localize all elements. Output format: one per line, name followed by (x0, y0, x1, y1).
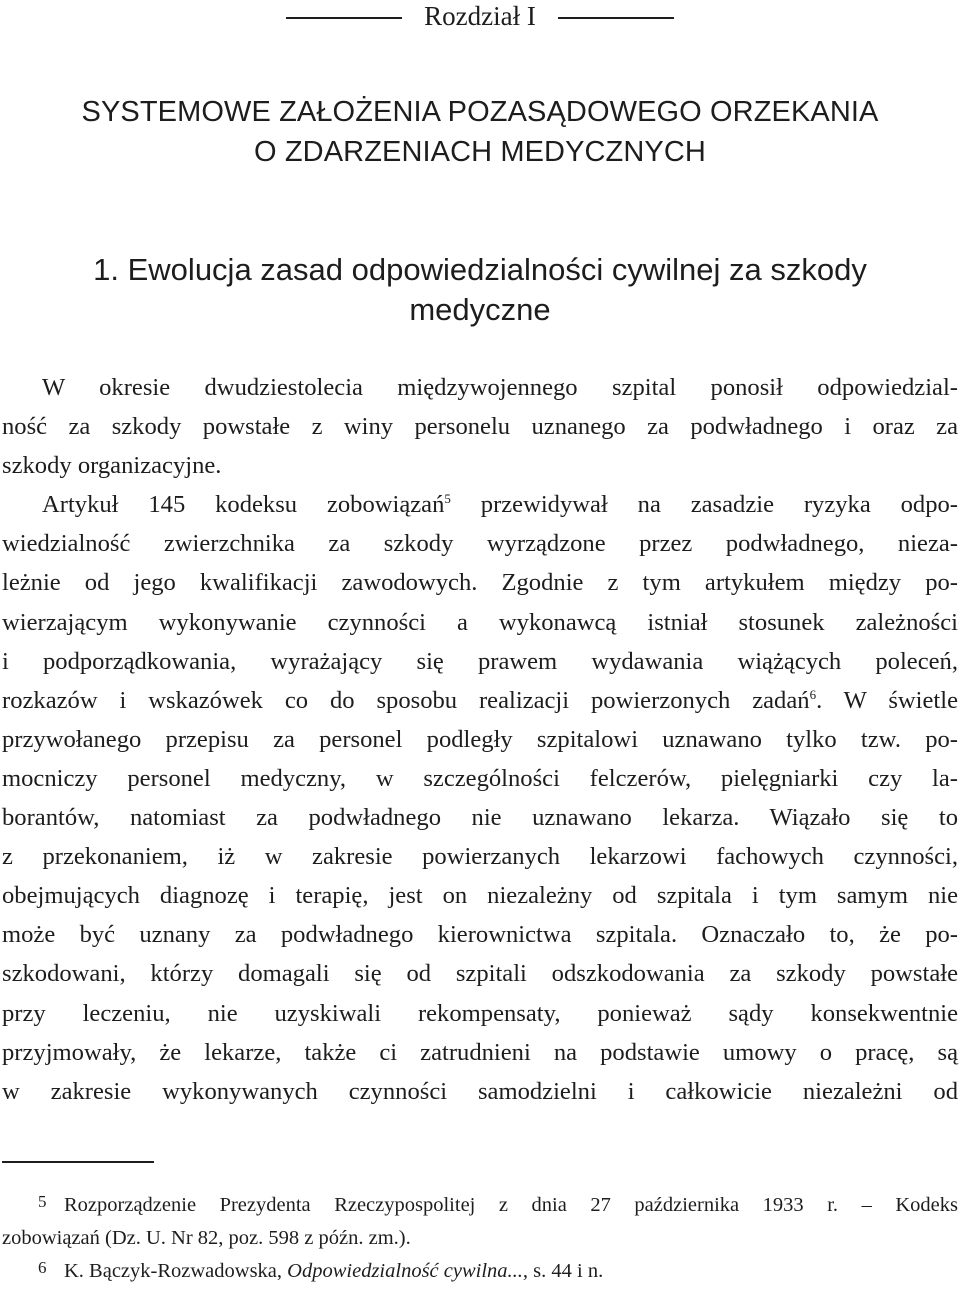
footnote-number: 6 (38, 1258, 47, 1277)
chapter-rule-right (558, 17, 674, 19)
chapter-label: Rozdział I (424, 0, 536, 31)
section-heading (0, 250, 960, 330)
paragraph-2-line (2, 485, 958, 524)
paragraph-2-line: borantów, natomiast za podwładnego nie uznawano lekarza. Wiązało się to (2, 804, 958, 832)
paragraph-2-line: obejmujących diagnozę i terapię, jest on niezależny od szpitala i tym samym nie (2, 882, 958, 910)
paragraph-2-text: przewidywał na zasadzie ryzyka odpo- (450, 491, 959, 519)
paragraph-1-line: ność za szkody powstałe z winy personelu uznanego za podwładnego i oraz za (2, 413, 958, 441)
footnote-ref-5[interactable]: 5 (444, 491, 451, 507)
footnote-text: , s. 44 i n. (522, 1260, 604, 1282)
chapter-rule-left (286, 17, 402, 19)
chapter-title (0, 92, 960, 172)
paragraph-2-line: przywołanego przepisu za personel podległy szpitalowi uznawano tylko tzw. po- (2, 725, 958, 753)
paragraph-2-line: przy leczeniu, nie uzyskiwali rekompensaty, ponieważ sądy konsekwentnie (2, 999, 958, 1027)
paragraph-2-line: leżnie od jego kwalifikacji zawodowych. Zgodnie z tym artykułem między po- (2, 569, 958, 597)
chapter-heading (0, 0, 960, 32)
paragraph-2-text: rozkazów i wskazówek co do sposobu realizacji powierzonych zadań (2, 686, 810, 714)
paragraph-2-text: Artykuł 145 kodeksu zobowiązań (42, 491, 445, 519)
footnote-text: Rozporządzenie Prezydenta Rzeczypospolitej z dnia 27 października 1933 r. – Kodeks (64, 1194, 958, 1216)
paragraph-2-line: wierzającym wykonywanie czynności a wykonawcą istniał stosunek zależności (2, 608, 958, 636)
footnote-number: 5 (38, 1192, 47, 1211)
paragraph-2-line (2, 681, 958, 720)
paragraph-1-line: W okresie dwudziestolecia międzywojennego szpital ponosił odpowiedzial- (42, 374, 958, 401)
footnote-5-continuation: zobowiązań (Dz. U. Nr 82, poz. 598 z późn. zm.). (2, 1227, 411, 1249)
chapter-title-line-1: SYSTEMOWE ZAŁOŻENIA POZASĄDOWEGO ORZEKANIA (81, 96, 879, 128)
paragraph-2-line: może być uznany za podwładnego kierownictwa szpitala. Oznaczało to, że po- (2, 921, 958, 949)
footnote-5 (2, 1189, 958, 1222)
footnote-separator (2, 1161, 154, 1163)
paragraph-2-line: i podporządkowania, wyrażający się prawem wydawania wiążących poleceń, (2, 647, 958, 675)
body-text (2, 368, 958, 1111)
paragraph-2-line: w zakresie wykonywanych czynności samodzielni i całkowicie niezależni od (2, 1077, 958, 1105)
section-heading-line-2: medyczne (409, 292, 551, 327)
paragraph-2-line: mocniczy personel medyczny, w szczególności felczerów, pielęgniarki czy la- (2, 764, 958, 792)
paragraph-2-line: wiedzialność zwierzchnika za szkody wyrządzone przez podwładnego, nieza- (2, 530, 958, 558)
footnote-6 (2, 1255, 958, 1288)
paragraph-2-line: z przekonaniem, iż w zakresie powierzanych lekarzowi fachowych czynności, (2, 843, 958, 871)
footnote-work-title: Odpowiedzialność cywilna... (287, 1260, 523, 1282)
footnote-ref-6[interactable]: 6 (809, 686, 817, 702)
section-heading-line-1: 1. Ewolucja zasad odpowiedzialności cywilnej za szkody (93, 252, 867, 287)
paragraph-2-line: przyjmowały, że lekarze, także ci zatrudnieni na podstawie umowy o pracę, są (2, 1038, 958, 1066)
footnote-author: K. Bączyk-Rozwadowska, (64, 1260, 288, 1282)
paragraph-1-line: szkody organizacyjne. (2, 452, 222, 480)
footnotes (2, 1189, 958, 1288)
paragraph-2-text: . W świetle (816, 686, 959, 714)
paragraph-2-line: szkodowani, którzy domagali się od szpitali odszkodowania za szkody powstałe (2, 960, 958, 988)
chapter-title-line-2: O ZDARZENIACH MEDYCZNYCH (254, 136, 706, 168)
